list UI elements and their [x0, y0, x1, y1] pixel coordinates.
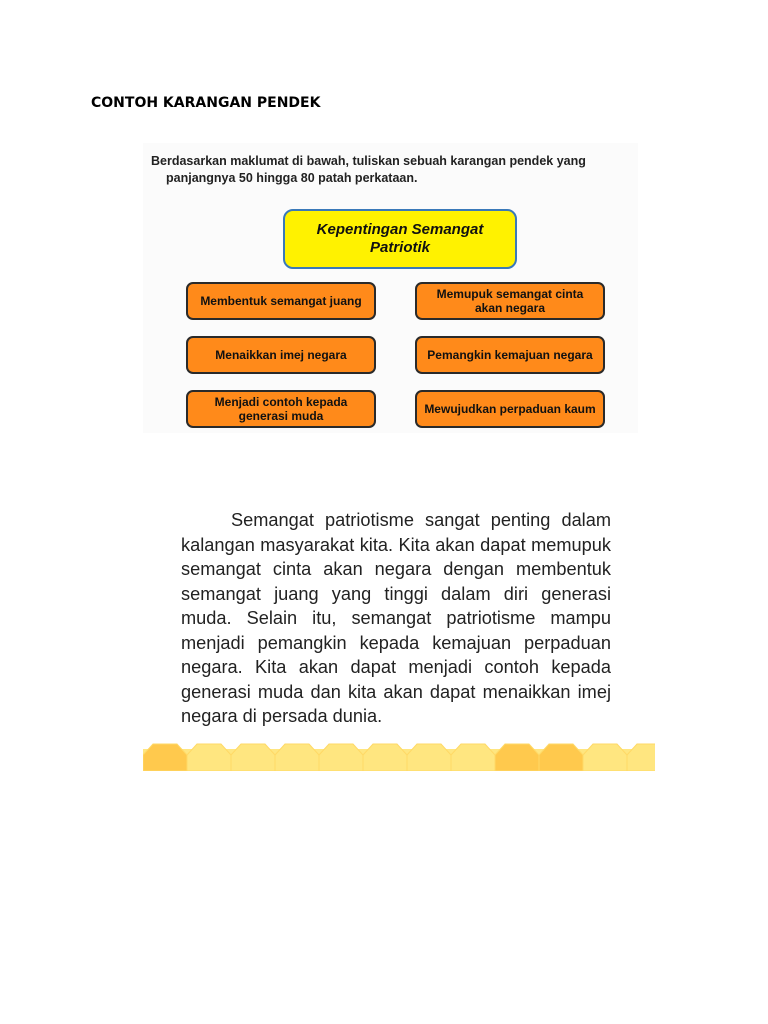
hexagon-tile — [495, 744, 539, 771]
point-box: Memupuk semangat cinta akan negara — [415, 282, 605, 320]
point-box: Mewujudkan perpaduan kaum — [415, 390, 605, 428]
instruction-line-2: panjangnya 50 hingga 80 patah perkataan. — [166, 171, 418, 185]
point-box: Membentuk semangat juang — [186, 282, 376, 320]
instruction-line-1: Berdasarkan maklumat di bawah, tuliskan sebuah karangan pendek yang — [151, 154, 586, 168]
hexagon-tile — [407, 744, 451, 771]
hexagon-border-decoration — [143, 741, 655, 771]
point-box: Menjadi contoh kepada generasi muda — [186, 390, 376, 428]
hexagon-tile — [363, 744, 407, 771]
instruction-text — [151, 153, 621, 187]
hexagon-tile — [187, 744, 231, 771]
point-box: Menaikkan imej negara — [186, 336, 376, 374]
hexagon-tile — [627, 744, 655, 771]
document-title: CONTOH KARANGAN PENDEK — [91, 95, 321, 111]
hexagon-tile — [275, 744, 319, 771]
point-box: Pemangkin kemajuan negara — [415, 336, 605, 374]
hexagon-tile — [143, 744, 187, 771]
hexagon-tile — [583, 744, 627, 771]
topic-box: Kepentingan Semangat Patriotik — [283, 209, 517, 269]
hexagon-tile — [231, 744, 275, 771]
hexagon-tile — [451, 744, 495, 771]
hexagon-tile — [539, 744, 583, 771]
hexagon-tile — [319, 744, 363, 771]
essay-paragraph: Semangat patriotisme sangat penting dalam kalangan masyarakat kita. Kita akan dapat memupuk semangat cinta akan negara dengan membentuk semangat juang yang tinggi dalam diri generasi muda. Selain itu, semangat patriotisme mampu menjadi pemangkin kepada kemajuan perpaduan negara. Kita akan dapat menjadi contoh kepada generasi muda dan kita akan dapat menaikkan imej negara di persada dunia. — [181, 510, 611, 726]
essay-panel — [143, 505, 655, 771]
mindmap-figure — [143, 143, 638, 433]
